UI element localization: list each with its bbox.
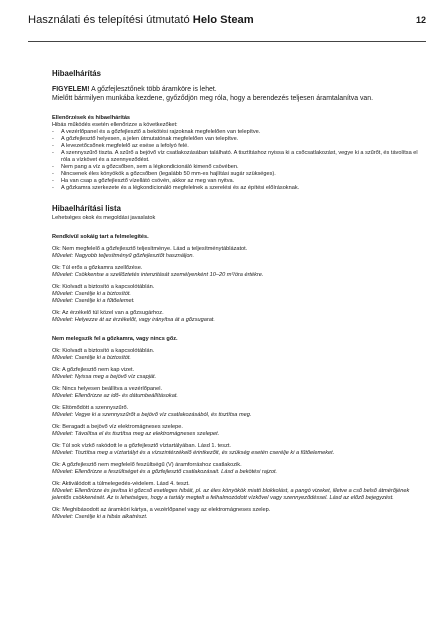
fault-item <box>52 424 424 438</box>
fault-item <box>52 386 424 400</box>
check-item: - A gőzkamra szerkezete és a légkondicionáló megfelelnek a szerelési és az építési előírásoknak. <box>52 185 424 192</box>
warning-label: FIGYELEM! <box>52 86 90 93</box>
fault-cause: Ok: Kiolvadt a biztosító a kapcsolótáblán. <box>52 347 155 354</box>
check-item: - Nem pang a víz a gőzcsőben, sem a légkondicionáló kimenő csövében. <box>52 164 424 171</box>
page-number: 12 <box>415 15 426 25</box>
fault-section <box>52 234 424 324</box>
fault-action: Művelet: Ellenőrizze és javítsa ki gőzcső esetleges hibáit, pl. az éles könyökök miatti blokkolást, a pangó vizeket, illetve a cső belső átmérőjének jelentős csökkenését. Az is lehetséges, hogy a tartály megtelt a felhalmozódott vízkővel vagy szennyeződéssel. Lásd az előző bejegyzést. <box>52 487 410 501</box>
check-item: - A gőzfejlesztő helyesen, a jelen útmutatónak megfelelően van telepítve. <box>52 136 424 143</box>
fault-action: Művelet: Távolítsa el és tisztítsa meg az elektromágneses szelepet. <box>52 430 220 437</box>
fault-item <box>52 507 424 521</box>
checks-heading: Ellenőrzések és hibaelhárítás <box>52 114 131 121</box>
check-item: - A szennyszűrő tiszta. A szűrő a bejövő víz csatlakozásában található. A tisztításhoz nyissa ki a csőcsatlakozást, vegye ki a szűrőt, és távolítsa el róla a vízkövet és a szennyeződést. <box>52 150 424 164</box>
fault-action: Művelet: Cserélje ki a biztosítót. Művelet: Cserélje ki a fűtőelemet. <box>52 290 135 304</box>
fault-item <box>52 405 424 419</box>
fault-item <box>52 265 424 279</box>
check-item: - A levezetőcsőnek megfelelő az esése a lefolyó felé. <box>52 143 424 150</box>
warning-block <box>52 86 424 104</box>
fault-action: Művelet: Nagyobb teljesítményű gőzfejlesztőt használjon. <box>52 252 195 259</box>
fault-section <box>52 336 424 521</box>
fault-cause: Ok: Nincs helyesen beállítva a vezérlőpanel. <box>52 385 163 392</box>
fault-item <box>52 310 424 324</box>
fault-cause: Ok: Meghibásodott az áramköri kártya, a vezérlőpanel vagy az elektromágneses szelep. <box>52 506 271 513</box>
fault-cause: Ok: Eltömődött a szennyszűrő. <box>52 404 129 411</box>
page-header <box>28 14 426 34</box>
fault-item <box>52 367 424 381</box>
fault-cause: Ok: Nem megfelelő a gőzfejlesztő teljesítménye. Lásd a teljesítménytáblázatot. <box>52 245 248 252</box>
fault-action: Művelet: Tisztítsa meg a víztartályt és a vízszintérzékelő érintkezőit, és szükség esetén cserélje ki a fűtőelemeket. <box>52 449 335 456</box>
fault-cause: Ok: Aktiválódott a túlmelegedés-védelem. Lásd 4. teszt. <box>52 480 190 487</box>
check-item: - A vezérlőpanel és a gőzfejlesztő a bekötési rajzoknak megfelelően van telepítve. <box>52 129 424 136</box>
header-divider <box>28 41 426 42</box>
fault-action: Művelet: Cserélje ki a hibás alkatrészt. <box>52 513 148 520</box>
fault-cause: Ok: Túl erős a gőzkamra szellőzése. <box>52 264 143 271</box>
check-item: - Nincsenek éles könyökök a gőzcsőben (legalább 50 mm-es hajlítási sugár szükséges). <box>52 171 424 178</box>
header-title-brand: Helo Steam <box>192 14 254 26</box>
checks-intro: Hibás működés esetén ellenőrizze a következőket: <box>52 121 178 128</box>
fault-action: Művelet: Ellenőrizze a feszültséget és a gőzfejlesztő csatlakozásait. Lásd a bekötési rajzot. <box>52 468 278 475</box>
warning-line-1: A gőzfejlesztőnek több áramköre is lehet. <box>91 86 217 93</box>
fault-list-heading: Hibaelhárítási lista <box>52 203 121 213</box>
fault-section-title: Nem melegszik fel a gőzkamra, vagy nincs gőz. <box>52 335 178 342</box>
page-content <box>52 69 424 521</box>
fault-item <box>52 348 424 362</box>
header-title <box>28 14 254 26</box>
header-title-prefix: Használati és telepítési útmutató <box>28 14 190 26</box>
fault-cause: Ok: A gőzfejlesztő nem kap vizet. <box>52 366 135 373</box>
fault-action: Művelet: Vegye ki a szennyszűrőt a bejövő víz csatlakozásából, és tisztítsa meg. <box>52 411 252 418</box>
fault-action: Művelet: Csökkentse a szellőztetés intenzitását személyenként 10–20 m³/óra értékre. <box>52 271 264 278</box>
fault-action: Művelet: Cserélje ki a biztosítót. <box>52 354 131 361</box>
checks-list <box>52 129 424 192</box>
fault-action: Művelet: Nyissa meg a bejövő víz csapját. <box>52 373 157 380</box>
fault-cause: Ok: Az érzékelő túl közel van a gőzsugárhoz. <box>52 309 164 316</box>
fault-cause: Ok: Kiolvadt a biztosító a kapcsolótáblán. <box>52 283 155 290</box>
fault-item <box>52 284 424 305</box>
check-item: - Ha van csap a gőzfejlesztő vízellátó csövén, akkor az meg van nyitva. <box>52 178 424 185</box>
fault-cause: Ok: Túl sok vízkő rakódott le a gőzfejlesztő víztartályában. Lásd 1. teszt. <box>52 442 231 449</box>
fault-sections <box>52 234 424 521</box>
fault-section-title: Rendkívül sokáig tart a felmelegítés. <box>52 233 149 240</box>
fault-item <box>52 246 424 260</box>
fault-item <box>52 443 424 457</box>
fault-action: Művelet: Ellenőrizze az idő- és dátumbeállításokat. <box>52 392 178 399</box>
fault-item <box>52 462 424 476</box>
fault-item <box>52 481 424 502</box>
fault-action: Művelet: Helyezze át az érzékelőt, vagy irányítsa át a gőzsugarat. <box>52 316 215 323</box>
fault-cause: Ok: A gőzfejlesztő nem megfelelő feszültségű (V) áramforráshoz csatlakozik. <box>52 461 242 468</box>
troubleshooting-heading: Hibaelhárítás <box>52 69 101 78</box>
warning-line-2: Mielőtt bármilyen munkába kezdene, győződjön meg róla, hogy a berendezés teljesen áramtalanítva van. <box>52 94 373 102</box>
fault-cause: Ok: Beragadt a bejövő víz elektromágneses szelepe. <box>52 423 183 430</box>
fault-list-subtitle: Lehetséges okok és megoldási javaslatok <box>52 214 156 221</box>
